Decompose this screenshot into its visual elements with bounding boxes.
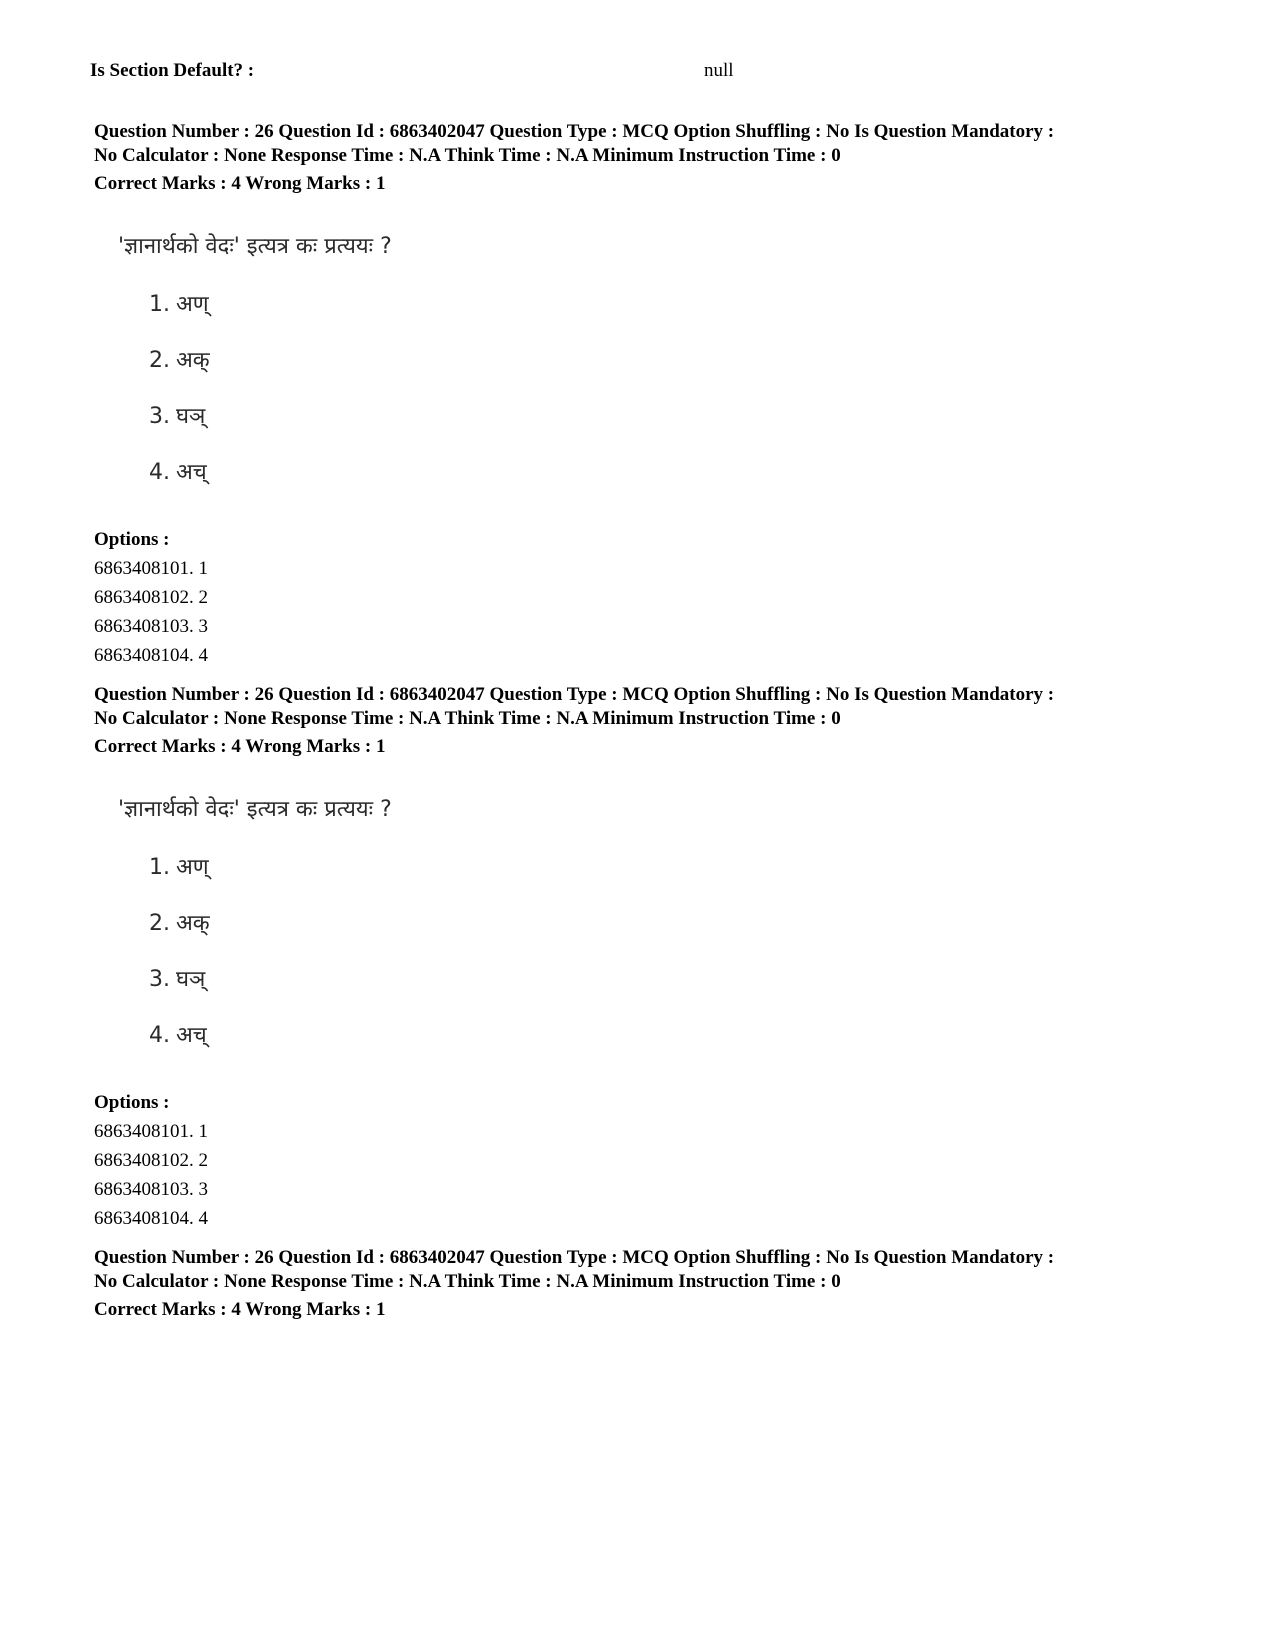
options-title: Options : [94, 529, 170, 550]
choice-text: अच् [176, 460, 207, 485]
question-choice-3 [149, 400, 205, 430]
question-block-3 [94, 1246, 1204, 1322]
question-meta-line1: Question Number : 26 Question Id : 6863402047 Question Type : MCQ Option Shuffling : No Is Question Mandatory : [94, 684, 1055, 705]
question-block-2 [94, 683, 1204, 1233]
options-title: Options : [94, 1092, 170, 1113]
choice-text: घञ् [176, 404, 206, 429]
question-marks: Correct Marks : 4 Wrong Marks : 1 [94, 173, 386, 194]
option-item: 6863408102. 2 [94, 1150, 208, 1171]
option-item: 6863408104. 4 [94, 1208, 208, 1229]
option-item: 6863408103. 3 [94, 616, 208, 637]
question-meta-line1: Question Number : 26 Question Id : 6863402047 Question Type : MCQ Option Shuffling : No Is Question Mandatory : [94, 121, 1055, 142]
choice-number: 1. [149, 855, 170, 880]
question-choice-3 [149, 963, 205, 993]
option-item: 6863408101. 1 [94, 558, 208, 579]
question-stem: 'ज्ञानार्थको वेदः' इत्यत्र कः प्रत्ययः ? [118, 234, 392, 259]
question-stem: 'ज्ञानार्थको वेदः' इत्यत्र कः प्रत्ययः ? [118, 797, 392, 822]
question-choice-4 [149, 456, 207, 486]
option-item: 6863408102. 2 [94, 587, 208, 608]
choice-number: 4. [149, 460, 170, 485]
choice-number: 2. [149, 911, 170, 936]
question-choice-2 [149, 344, 210, 374]
choice-number: 3. [149, 404, 170, 429]
choice-text: घञ् [176, 967, 206, 992]
choice-text: अण् [176, 292, 209, 317]
option-item: 6863408103. 3 [94, 1179, 208, 1200]
question-block-1 [94, 120, 1204, 670]
choice-number: 2. [149, 348, 170, 373]
section-default-label: Is Section Default? : [90, 60, 255, 81]
question-meta-line2: No Calculator : None Response Time : N.A Think Time : N.A Minimum Instruction Time : 0 [94, 1271, 841, 1292]
question-marks: Correct Marks : 4 Wrong Marks : 1 [94, 736, 386, 757]
choice-text: अच् [176, 1023, 207, 1048]
question-choice-4 [149, 1019, 207, 1049]
question-meta-line2: No Calculator : None Response Time : N.A Think Time : N.A Minimum Instruction Time : 0 [94, 145, 841, 166]
section-default-value: null [704, 60, 734, 81]
question-image [94, 759, 1204, 1089]
question-marks: Correct Marks : 4 Wrong Marks : 1 [94, 1299, 386, 1320]
option-item: 6863408101. 1 [94, 1121, 208, 1142]
question-choice-1 [149, 288, 209, 318]
choice-number: 1. [149, 292, 170, 317]
choice-number: 3. [149, 967, 170, 992]
choice-number: 4. [149, 1023, 170, 1048]
question-image [94, 196, 1204, 526]
question-choice-2 [149, 907, 210, 937]
choice-text: अण् [176, 855, 209, 880]
choice-text: अक् [176, 911, 210, 936]
section-default-row [90, 60, 1190, 90]
option-item: 6863408104. 4 [94, 645, 208, 666]
choice-text: अक् [176, 348, 210, 373]
question-choice-1 [149, 851, 209, 881]
question-meta-line1: Question Number : 26 Question Id : 6863402047 Question Type : MCQ Option Shuffling : No Is Question Mandatory : [94, 1247, 1055, 1268]
question-meta-line2: No Calculator : None Response Time : N.A Think Time : N.A Minimum Instruction Time : 0 [94, 708, 841, 729]
